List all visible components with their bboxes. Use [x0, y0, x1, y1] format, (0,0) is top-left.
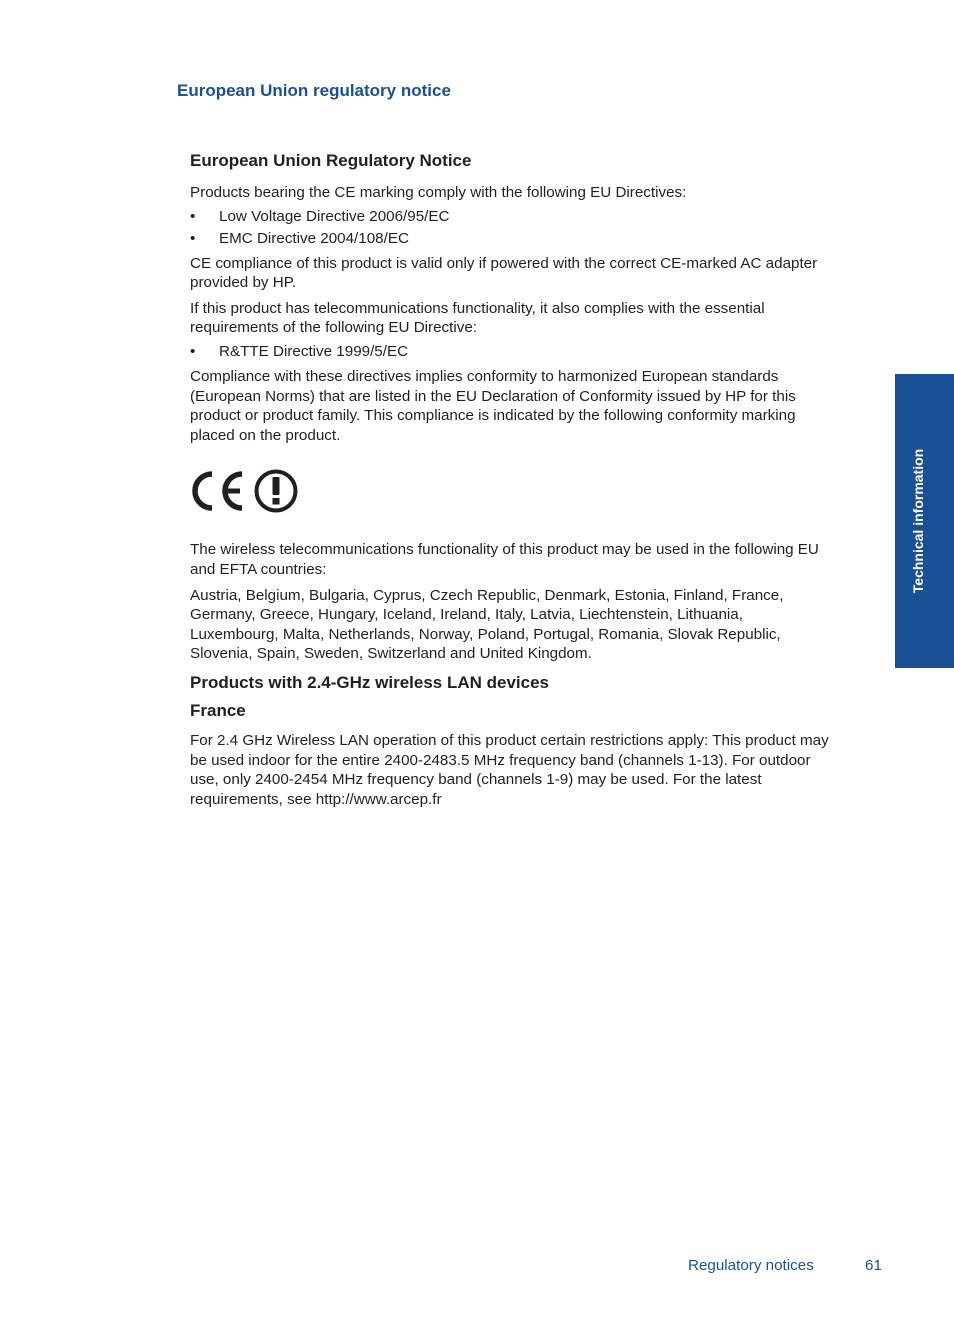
side-tab [895, 374, 954, 668]
conformity-marks [190, 468, 830, 514]
list-item: • Low Voltage Directive 2006/95/EC [190, 206, 830, 228]
telecom-intro: If this product has telecommunications functionality, it also complies with the essential requirements of the following EU Directive: [190, 299, 765, 337]
wlan-restrictions-text: For 2.4 GHz Wireless LAN operation of this product certain restrictions apply: This product may be used indoor for the entire 2400-2483.5 MHz frequency band (channels 1-13). For outdoor use, only 2400-2454 MHz frequency band (channels 1-9) may be used. For the latest requirements, see http://www.arcep.fr [190, 731, 829, 808]
footer-page-number: 61 [865, 1257, 882, 1274]
side-tab-label: Technical information [910, 448, 926, 594]
countries-list: Austria, Belgium, Bulgaria, Cyprus, Czech Republic, Denmark, Estonia, Finland, France, Germany, Greece, Hungary, Iceland, Ireland, Italy, Latvia, Liechtenstein, Lithuania, Luxembourg, Malta, Netherlands, Norway, Poland, Portugal, Romania, Slovak Republic, Slovenia, Spain, Sweden, Switzerland and United Kingdom. [190, 586, 784, 663]
directives-list [190, 206, 830, 250]
notice-heading: European Union Regulatory Notice [190, 151, 472, 170]
ce-alert-mark-icon [190, 468, 300, 514]
list-item: • EMC Directive 2004/108/EC [190, 228, 830, 250]
section-title: European Union regulatory notice [177, 81, 451, 100]
ce-compliance-text: CE compliance of this product is valid only if powered with the correct CE-marked AC adapter provided by HP. [190, 254, 818, 292]
page-content [190, 150, 830, 809]
list-item: • R&TTE Directive 1999/5/EC [190, 341, 830, 363]
conformity-text: Compliance with these directives implies conformity to harmonized European standards (European Norms) that are listed in the EU Declaration of Conformity issued by HP for this product or product family. This compliance is indicated by the following conformity marking placed on the product. [190, 367, 796, 444]
wlan-country-heading: France [190, 700, 246, 720]
footer-section-name: Regulatory notices [688, 1257, 814, 1274]
telecom-directives-list [190, 341, 830, 363]
wireless-intro: The wireless telecommunications functionality of this product may be used in the following EU and EFTA countries: [190, 541, 819, 578]
directives-intro: Products bearing the CE marking comply with the following EU Directives: [190, 184, 687, 201]
wlan-heading: Products with 2.4-GHz wireless LAN devices [190, 672, 550, 692]
